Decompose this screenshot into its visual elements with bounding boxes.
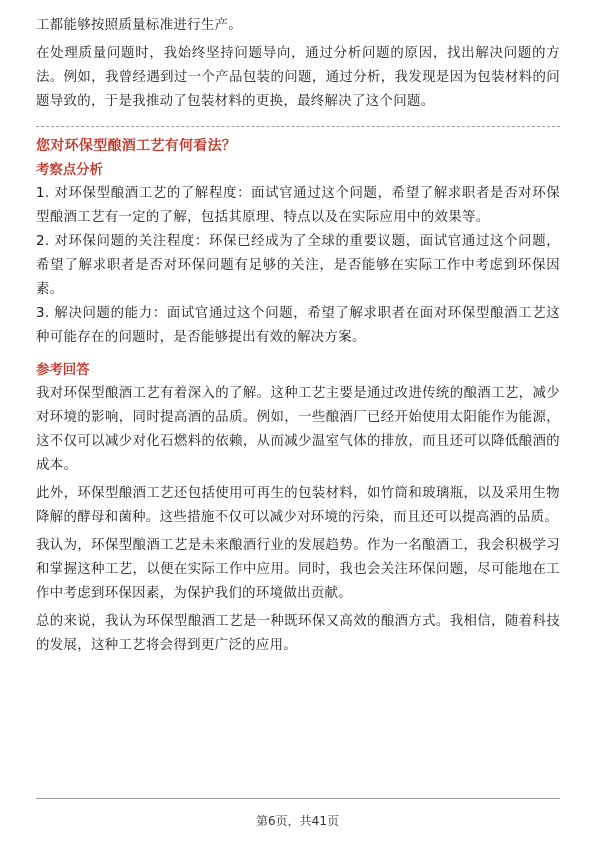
intro-paragraph: 工都能够按照质量标准进行生产。 — [36, 18, 243, 33]
answer-paragraph: 我认为，环保型酿酒工艺是未来酿酒行业的发展趋势。作为一名酿酒工，我会积极学习和掌握这种工艺，以便在实际工作中应用。同时，我也会关注环保问题，尽可能地在工作中考虑到环保因素，为保护我们的环境做出贡献。 — [36, 538, 560, 601]
intro-paragraph: 在处理质量问题时，我始终坚持问题导向，通过分析问题的原因，找出解决问题的方法。例如，我曾经遇到过一个产品包装的问题，通过分析，我发现是因为包装材料的问题导致的，于是我推动了包装材料的更换，最终解决了这个问题。 — [36, 46, 560, 109]
answer-paragraph: 我对环保型酿酒工艺有着深入的了解。这种工艺主要是通过改进传统的酿酒工艺，减少对环境的影响，同时提高酒的品质。例如，一些酿酒厂已经开始使用太阳能作为能源，这不仅可以减少对化石燃料的依赖，从而减少温室气体的排放，而且还可以降低酿酒的成本。 — [36, 386, 560, 473]
answer-paragraph: 总的来说，我认为环保型酿酒工艺是一种既环保又高效的酿酒方式。我相信，随着科技的发展，这种工艺将会得到更广泛的应用。 — [36, 614, 560, 653]
analysis-heading: 考察点分析 — [36, 163, 103, 178]
document-page — [36, 14, 560, 658]
analysis-item: 3. 解决问题的能力：面试官通过这个问题，希望了解求职者在面对环保型酿酒工艺这种可能存在的问题时，是否能够提出有效的解决方案。 — [36, 306, 560, 345]
analysis-item: 1. 对环保型酿酒工艺的了解程度：面试官通过这个问题，希望了解求职者是否对环保型酿酒工艺有一定的了解，包括其原理、特点以及在实际应用中的效果等。 — [36, 186, 560, 225]
analysis-item: 2. 对环保问题的关注程度：环保已经成为了全球的重要议题，面试官通过这个问题，希望了解求职者是否对环保问题有足够的关注，是否能够在实际工作中考虑到环保因素。 — [36, 234, 560, 297]
section-divider — [36, 126, 560, 127]
footer-divider — [36, 798, 560, 799]
page-number: 第6页，共41页 — [256, 814, 339, 828]
answer-paragraph: 此外，环保型酿酒工艺还包括使用可再生的包装材料，如竹筒和玻璃瓶，以及采用生物降解的酵母和菌种。这些措施不仅可以减少对环境的污染，而且还可以提高酒的品质。 — [36, 486, 560, 525]
answer-heading: 参考回答 — [36, 363, 90, 378]
question-title: 您对环保型酿酒工艺有何看法？ — [36, 138, 237, 154]
